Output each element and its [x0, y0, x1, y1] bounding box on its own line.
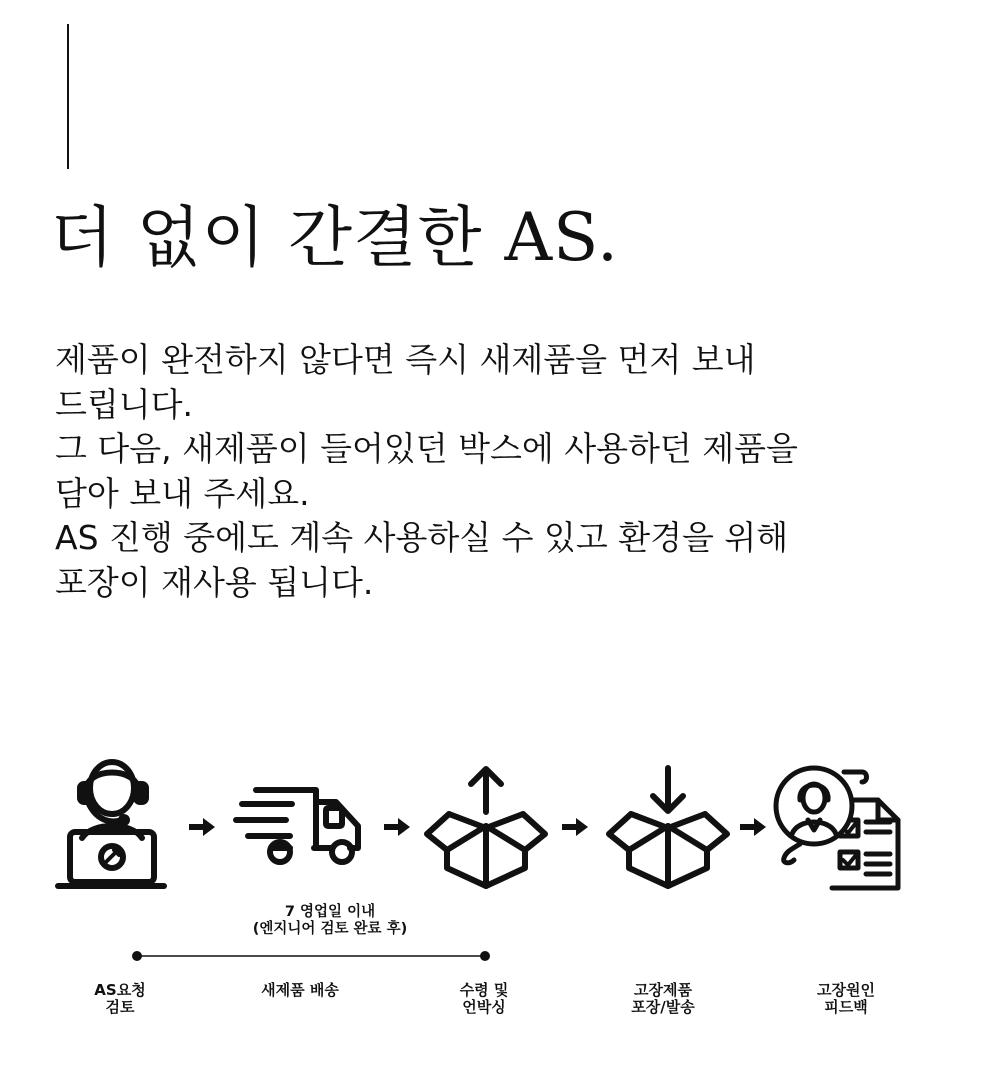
arrow-right-icon: [560, 817, 590, 837]
support-agent-laptop-icon: [52, 758, 170, 893]
step-label-as-request: AS요청 검토: [94, 981, 146, 1016]
headline: 더 없이 간결한 AS.: [50, 199, 619, 276]
delivery-timeframe-condition: (엔지니어 검토 완료 후): [252, 921, 408, 937]
description-line: AS 진행 중에도 계속 사용하실 수 있고 환경을 위해: [55, 518, 789, 557]
feedback-report-icon: [770, 760, 902, 892]
description-line: 포장이 재사용 됩니다.: [55, 562, 374, 602]
open-box-arrow-up-icon: [421, 764, 551, 890]
step-label-new-product-shipping: 새제품 배송: [261, 981, 339, 999]
delivery-timeframe-note: [160, 904, 500, 938]
delivery-truck-icon: [232, 782, 364, 872]
step-label-pack-send-faulty: 고장제품 포장/발송: [631, 981, 695, 1016]
pack-box-arrow-down-icon: [603, 764, 733, 890]
delivery-timeframe-line: 7 영업일 이내: [284, 904, 376, 920]
description: [55, 338, 955, 605]
decorative-vertical-line: [67, 24, 69, 169]
description-line: 드립니다.: [55, 384, 194, 424]
description-line: 제품이 완전하지 않다면 즉시 새제품을 먼저 보내: [55, 340, 756, 379]
description-line: 담아 보내 주세요.: [55, 473, 310, 513]
delivery-timeline-bar: [132, 950, 490, 962]
description-line: 그 다음, 새제품이 들어있던 박스에 사용하던 제품을: [55, 429, 798, 468]
arrow-right-icon: [187, 817, 217, 837]
arrow-right-icon: [382, 817, 412, 837]
step-label-failure-feedback: 고장원인 피드백: [817, 981, 875, 1016]
step-label-receive-unbox: 수령 및 언박싱: [459, 981, 509, 1016]
arrow-right-icon: [738, 817, 768, 837]
